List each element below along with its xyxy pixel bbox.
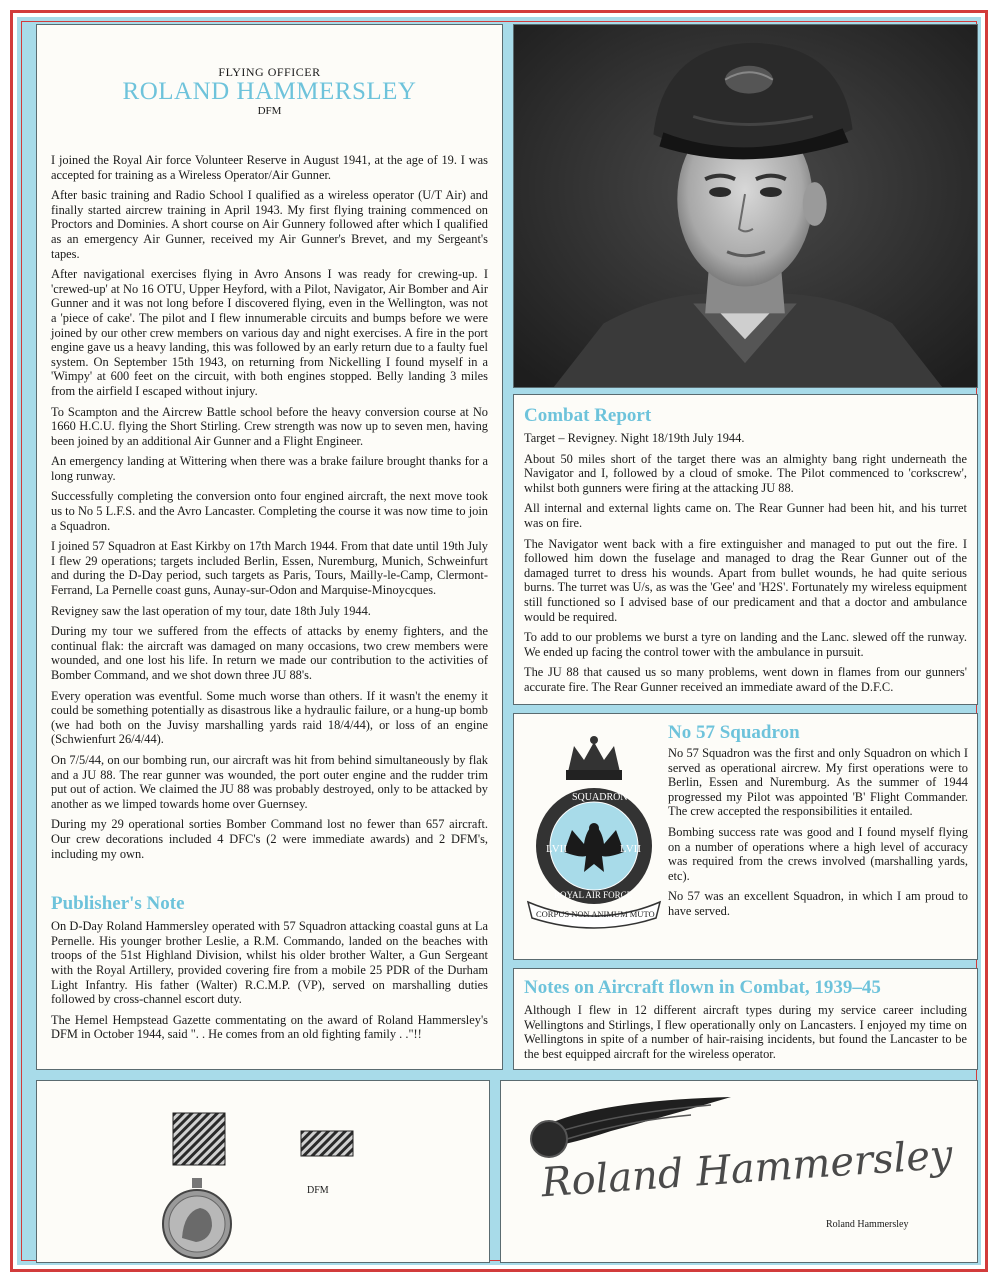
signature-panel (500, 1080, 978, 1263)
squadron-panel (513, 713, 978, 960)
portrait-photo (513, 24, 978, 388)
aircraft-notes-panel (513, 968, 978, 1070)
badge-right-numeral: LVII (620, 843, 641, 855)
handwritten-signature: Roland Hammersley (539, 1131, 955, 1207)
badge-motto: CORPUS NON ANIMUM MUTO (536, 909, 655, 919)
story-paragraph: During my 29 operational sorties Bomber Command lost no fewer than 657 aircraft. Our crew decorations included 4 DFC's (2 were immediate awards) and 2 DFM's, including my own. (51, 817, 488, 861)
medal-ribbon-icon (173, 1113, 225, 1165)
page-title: ROLAND HAMMERSLEY (122, 78, 417, 105)
story-paragraph: To Scampton and the Aircrew Battle school before the heavy conversion course at No 1660 H.C.U. flying the Short Stirling. Crew strength was now up to seven men, having been joined by an additional Air Gunner and a Flight Engineer. (51, 404, 488, 448)
badge-ring-bottom: ROYAL AIR FORCE (554, 890, 633, 900)
story-paragraph: During my tour we suffered from the effects of attacks by enemy fighters, and the continual flak: the aircraft was damaged on many occasions, two crew members were wounded, and one lost his life. In return we made our contribution to the activities of Bomber Command, and we shot down three JU 88's. (51, 624, 488, 682)
story-paragraph: I joined the Royal Air force Volunteer Reserve in August 1941, at the age of 19. I was accepted for training as a Wireless Operator/Air Gunner. (51, 153, 488, 182)
combat-report-paragraph: Target – Revigney. Night 18/19th July 1944. (524, 431, 745, 445)
squadron-badge-icon (524, 734, 664, 924)
biography-panel (36, 24, 503, 1070)
story-paragraph: An emergency landing at Wittering when there was a brake failure brought thanks for a long runway. (51, 454, 488, 483)
combat-report-title: Combat Report (524, 405, 652, 426)
squadron-title: No 57 Squadron (668, 722, 800, 743)
aircraft-notes-title: Notes on Aircraft flown in Combat, 1939–45 (524, 977, 881, 998)
ribbon-bar-icon (301, 1131, 353, 1156)
award-subtitle: DFM (257, 105, 282, 117)
publishers-note-title: Publisher's Note (51, 893, 185, 915)
squadron-paragraph: No 57 Squadron was the first and only Squadron on which I served as operational aircrew. My first operations were to Berlin, Essen and Nuremburg. As the summer of 1944 progressed my Pilot was appointed 'B' Flight Commander. The crew accepted the responsibilities it entailed. (668, 746, 968, 819)
story-paragraph: Revigney saw the last operation of my tour, date 18th July 1944. (51, 603, 371, 618)
signature-image (531, 1111, 955, 1221)
combat-report-panel (513, 394, 978, 705)
story-paragraph: I joined 57 Squadron at East Kirkby on 17th March 1944. From that date until 19th July I flew 29 operations; targets included Berlin, Essen, Nuremburg, Munich, Schweinfurt and during the D-Day period, such targets as Paris, Tours, Mailly-le-Camp, Clermont-Ferrand, La Pernelle coast guns, Aunay-sur-Odon and Marquise-Minoycques. (51, 539, 488, 598)
aircraft-notes-paragraph: Although I flew in 12 different aircraft types during my service career including Wellingtons and Stirlings, I flew operationally only on Lancasters. I enjoyed my time on Wellingtons in spite of a number of hair-raising incidents, but found the Lancaster to be the best equipped aircraft for the wireless operator. (524, 1003, 967, 1061)
story-paragraph: On 7/5/44, on our bombing run, our aircraft was hit from behind simultaneously by flak and a JU 88. The rear gunner was wounded, the port outer engine and the rudder trim put out of action. We claimed the JU 88 was probably destroyed, only to be attacked by another as we limped towards home over Guernsey. (51, 752, 488, 811)
rank-title: FLYING OFFICER (218, 65, 321, 79)
medal-label: DFM (307, 1185, 329, 1196)
story-paragraph: Successfully completing the conversion onto four engined aircraft, the next move took us to No 5 L.F.S. and the Avro Lancaster. Completing the course it was now time to join a Squadron. (51, 489, 488, 533)
story-paragraph: Every operation was eventful. Some much worse than others. If it wasn't the enemy it could be something potentially as disastrous like a hydraulic failure, or a hung-up bomb (we had both on the Juvisy marshalling yards raid 18/4/44), or loss of an engine (Schwienfurt 26/4/44). (51, 688, 488, 747)
publishers-note-paragraph: On D-Day Roland Hammersley operated with 57 Squadron attacking coastal guns at La Pernelle. His younger brother Leslie, a R.M. Commando, landed on the beaches with troops of the 51st Highland Division, whilst his older brother Walter, a Gun Sergeant with the Royal Artillery, provided covering fire from a mobile 25 PDR of the Durham Light Infantry. His father (Walter) R.C.M.P. (VP), served on marshalling duties followed by cross-channel escort duty. (51, 919, 488, 1007)
story-paragraph: After basic training and Radio School I qualified as a wireless operator (U/T Air) and finally started aircrew training in April 1943. My first flying training commenced on Proctors and Dominies. A short course on Air Gunnery followed after which I qualified as an emergency Air Gunner, received my Air Gunner's Brevet, and my Sergeant's tapes. (51, 188, 488, 261)
medal-panel (36, 1080, 490, 1263)
squadron-paragraph: No 57 was an excellent Squadron, in which I am proud to have served. (668, 889, 968, 918)
badge-left-numeral: LVII (546, 843, 567, 855)
combat-report-paragraph: The Navigator went back with a fire extinguisher and managed to put out the fire. I followed him down the fuselage and managed to drag the Rear Gunner out of the damaged turret to dress his wounds. Apart from bullet wounds, he had quite serious burns. The turret was U/s, as was the 'Gee' and 'H2S'. Fortunately my wireless equipment still functioned so I advised base of our predicament and that a doctor and ambulance would be required. (524, 536, 967, 624)
portrait-image (514, 25, 977, 387)
publishers-note-paragraph: The Hemel Hempstead Gazette commentating on the award of Roland Hammersley's DFM in October 1944, said ". . He comes from an old fighting family . ."!! (51, 1012, 488, 1042)
biography-text (51, 153, 488, 861)
squadron-paragraph: Bombing success rate was good and I found myself flying on a number of operations where a high level of accuracy was required from the crews involved (marshalling yards, etc). (668, 824, 968, 883)
badge-ring-top: SQUADRON (572, 792, 628, 803)
combat-report-paragraph: The JU 88 that caused us so many problems, went down in flames from our gunners' accurate fire. The Rear Gunner received an immediate award of the D.F.C. (524, 665, 967, 694)
page-frame (10, 10, 988, 1272)
combat-report-paragraph: All internal and external lights came on. The Rear Gunner had been hit, and his turret was on fire. (524, 501, 967, 530)
signature-label: Roland Hammersley (826, 1219, 909, 1230)
medal-icon (152, 1178, 242, 1260)
story-paragraph: After navigational exercises flying in Avro Ansons I was ready for crewing-up. I 'crewed-up' at No 16 OTU, Upper Heyford, with a Pilot, Navigator, Air Bomber and Air Gunner and it was not long before I discovered flying, even in the Wellington, was not a 'piece of cake'. The pilot and I flew innumerable circuits and bumps before we were joined by our other crew members on various day and night exercises. A fire in the port engine gave us a heavy landing, this was followed by an early return due to a faulty fuel system. On September 15th 1943, on returning from Nickelling I found myself in a 'Wimpy' at 600 feet on the circuit, with both engines stopped. Belly landing 3 miles from the airfield I escaped without injury. (51, 267, 488, 398)
combat-report-paragraph: About 50 miles short of the target there was an almighty bang right underneath the Navigator and I, followed by a cloud of smoke. The Pilot commenced to 'corkscrew', whilst both gunners were firing at the attacking JU 88. (524, 451, 967, 495)
combat-report-paragraph: To add to our problems we burst a tyre on landing and the Lanc. slewed off the runway. We ended up facing the control tower with the ambulance in pursuit. (524, 630, 967, 659)
